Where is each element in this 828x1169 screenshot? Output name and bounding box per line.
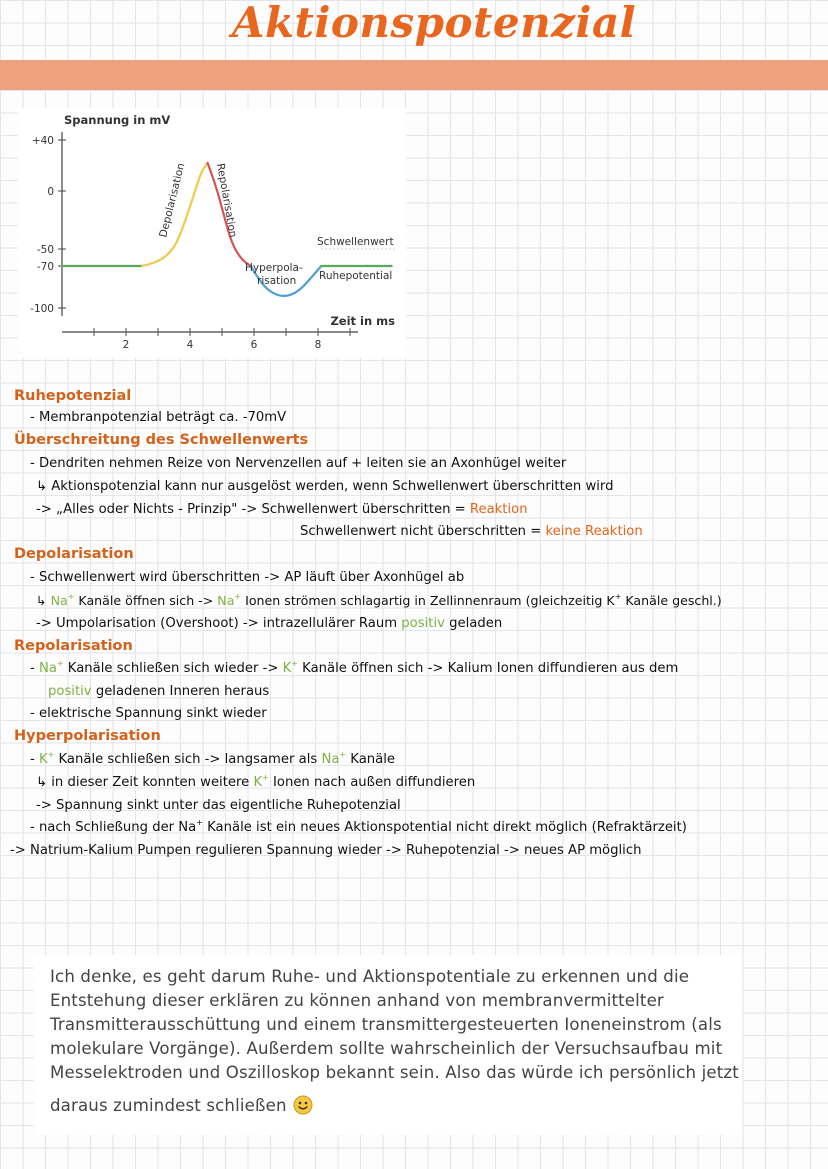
note-depol-1: - Schwellenwert wird überschritten -> AP läuft über Axonhügel ab — [30, 570, 465, 585]
note-hyper-4-a: - nach Schließung der Na — [30, 820, 197, 835]
y-tick-label: +40 — [31, 135, 54, 147]
note-depol-3 — [36, 616, 502, 631]
y-tick-label: 0 — [47, 186, 54, 198]
annotation-schwellenwert: Schwellenwert — [317, 236, 394, 248]
na-ion: Na — [217, 593, 235, 608]
y-tick-label: -50 — [36, 244, 54, 256]
k-ion: K — [282, 661, 292, 676]
plus-sup: + — [47, 750, 55, 759]
note-hyper-1-c: Kanäle — [346, 752, 396, 767]
summary-line: daraus zumindest schließen — [50, 1096, 287, 1115]
x-tick-label: 4 — [186, 339, 194, 351]
positiv-label: positiv — [48, 684, 92, 699]
note-repol-1-c: Kanäle öffnen sich -> Kalium Ionen diffundieren aus dem — [297, 661, 679, 676]
arrow-prefix: ↳ — [36, 593, 51, 608]
na-ion: Na — [38, 661, 57, 676]
note-depol-3-c: geladen — [444, 616, 503, 631]
x-tick-label: 2 — [122, 339, 130, 351]
note-depol-2-b: Kanäle öffnen sich -> — [74, 593, 218, 608]
dash-prefix: - — [30, 752, 39, 767]
plus-sup: + — [291, 659, 298, 668]
annotation-hyper-line1: Hyperpola- — [245, 262, 303, 274]
dash-prefix: - — [30, 661, 39, 676]
annotation-depolarisation: Depolarisation — [157, 161, 188, 239]
k-ion: K — [253, 775, 263, 790]
heading-schwellenwert: Überschreitung des Schwellenwerts — [14, 432, 309, 448]
summary-line: Messelektroden und Oszilloskop bekannt sein. Also das würde ich persönlich jetzt — [50, 1063, 739, 1082]
annotation-hyper-line2: risation — [257, 275, 297, 287]
x-tick-label: 6 — [250, 339, 258, 351]
note-schwelle-3-text: -> „Alles oder Nichts - Prinzip" -> Schwellenwert überschritten = — [36, 502, 470, 517]
annotation-repolarisation: Repolarisation — [214, 162, 239, 239]
heading-ruhepotenzial: Ruhepotenzial — [14, 388, 132, 404]
y-tick-label: -70 — [36, 261, 54, 273]
x-axis-label: Zeit in ms — [330, 314, 395, 328]
note-repol-1 — [30, 661, 678, 676]
plus-sup: + — [262, 773, 269, 782]
note-hyper-1-b: Kanäle schließen sich -> langsamer als — [54, 752, 322, 767]
page-title: Aktionspotenzial — [231, 0, 637, 47]
note-hyper-5: -> Natrium-Kalium Pumpen regulieren Spannung wieder -> Ruhepotenzial -> neues AP möglich — [10, 843, 642, 858]
note-hyper-2-a: ↳ in dieser Zeit konnten weitere — [36, 775, 254, 790]
summary-line: Transmitterausschüttung und einem transmittergesteuerten Ioneneinstrom (als — [50, 1015, 722, 1034]
summary-line: Ich denke, es geht darum Ruhe- und Aktionspotentiale zu erkennen und die — [50, 967, 690, 986]
summary-line: molekulare Vorgänge). Außerdem sollte wahrscheinlich der Versuchsaufbau mit — [50, 1039, 723, 1058]
action-potential-chart — [18, 108, 406, 358]
plus-sup: + — [196, 818, 203, 827]
plus-sup: + — [234, 592, 242, 601]
heading-repolarisation: Repolarisation — [14, 638, 133, 654]
note-depol-2-c: Ionen strömen schlagartig in Zellinnenraum (gleichzeitig K — [241, 593, 615, 608]
note-hyper-3: -> Spannung sinkt unter das eigentliche Ruhepotenzial — [36, 798, 401, 813]
note-depol-3-a: -> Umpolarisation (Overshoot) -> intrazellulärer Raum — [36, 616, 402, 631]
na-ion: Na — [50, 593, 68, 608]
x-tick-label: 8 — [314, 339, 322, 351]
note-ruhe-1: - Membranpotenzial beträgt ca. -70mV — [30, 410, 287, 425]
note-schwelle-3 — [36, 502, 528, 517]
na-ion: Na — [321, 752, 340, 767]
y-tick-label: -100 — [30, 303, 54, 315]
keine-reaktion-label: keine Reaktion — [545, 524, 643, 539]
note-hyper-1 — [30, 752, 395, 767]
note-hyper-4 — [30, 820, 687, 835]
note-hyper-2 — [36, 775, 475, 790]
summary-last-line — [50, 1095, 313, 1115]
note-repol-1-b: Kanäle schließen sich wieder -> — [63, 661, 283, 676]
note-repol-3: - elektrische Spannung sinkt wieder — [30, 706, 267, 721]
chart-panel — [18, 108, 406, 358]
summary-line: Entstehung dieser erklären zu können anhand von membranvermittelter — [50, 991, 664, 1010]
heading-depolarisation: Depolarisation — [14, 546, 134, 562]
positiv-label: positiv — [401, 616, 445, 631]
plus-sup: + — [614, 592, 622, 601]
note-repol-2-b: geladenen Inneren heraus — [91, 684, 270, 699]
title-band — [0, 60, 828, 90]
plus-sup: + — [56, 659, 64, 668]
annotation-ruhepotential: Ruhepotential — [319, 270, 393, 282]
note-schwelle-4 — [300, 524, 643, 539]
note-schwelle-4-text: Schwellenwert nicht überschritten = — [300, 524, 546, 539]
plus-sup: + — [339, 750, 347, 759]
note-hyper-4-b: Kanäle ist ein neues Aktionspotential nicht direkt möglich (Refraktärzeit) — [202, 820, 687, 835]
plus-sup: + — [67, 592, 75, 601]
note-repol-2 — [48, 684, 269, 699]
reaktion-label: Reaktion — [469, 502, 528, 517]
note-hyper-2-b: Ionen nach außen diffundieren — [268, 775, 476, 790]
y-axis-label: Spannung in mV — [64, 113, 171, 127]
note-depol-2 — [36, 593, 722, 608]
note-schwelle-1: - Dendriten nehmen Reize von Nervenzellen auf + leiten sie an Axonhügel weiter — [30, 456, 567, 471]
k-ion: K — [38, 752, 48, 767]
y-ticks — [30, 135, 66, 315]
note-schwelle-2: ↳ Aktionspotenzial kann nur ausgelöst werden, wenn Schwellenwert überschritten wird — [36, 479, 614, 494]
note-depol-2-d: Kanäle geschl.) — [621, 593, 722, 608]
heading-hyperpolarisation: Hyperpolarisation — [14, 728, 161, 744]
smiley-icon — [293, 1095, 313, 1115]
summary-box — [34, 955, 742, 1135]
